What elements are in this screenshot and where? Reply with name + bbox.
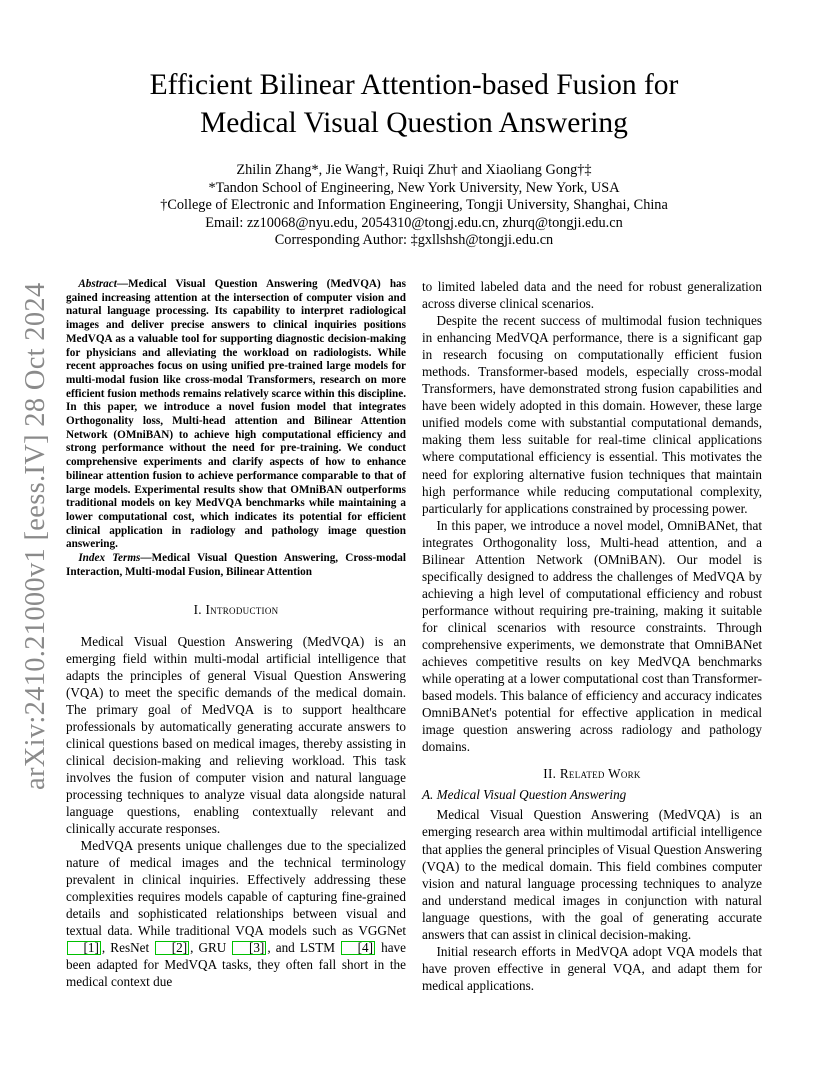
index-terms-lead: Index Terms bbox=[78, 552, 141, 565]
section-heading-introduction: I. Introduction bbox=[193, 602, 279, 618]
intro-paragraph-2 bbox=[66, 837, 406, 990]
intro-paragraph-4: In this paper, we introduce a novel model, OmniBANet, that integrates Orthogonality loss, Multi-head attention, and a Bilinear Attention Network (OMniBAN). Our model is specifically designed to address the challenges of MedVQA by achieving a high level of computational efficiency and robust performance without requiring pre-training, making it suitable for clinical scenarios with resource constraints. Through comprehensive experiments, we demonstrate that OmniBANet achieves competitive results on key MedVQA benchmarks while operating at a lower computational cost than Transformer-based models. This balance of efficiency and accuracy indicates OmniBANet's potential for effective application in medical image question answering across radiology and pathology domains. bbox=[422, 517, 762, 755]
corresponding-author: Corresponding Author: ‡gxllshsh@tongji.edu.cn bbox=[274, 232, 554, 249]
subsection-heading-medvqa: A. Medical Visual Question Answering bbox=[422, 787, 627, 803]
intro-paragraph-3: Despite the recent success of multimodal fusion techniques in enhancing MedVQA performance, there is a significant gap in research focusing on computationally efficient fusion methods. Transformer-based models, especially cross-modal Transformers, have demonstrated strong fusion capabilities and have been widely adopted in this domain. However, these large unified models come with substantial computational demands, making them less suitable for real-time clinical applications where computational efficiency is essential. This motivates the need for exploring alternative fusion techniques that maintain high performance while reducing computational complexity, particularly for applications constrained by processing power. bbox=[422, 313, 762, 516]
intro-paragraph-1: Medical Visual Question Answering (MedVQA) is an emerging field within multi-modal artificial intelligence that adapts the principles of general Visual Question Answering (VQA) to meet the specific demands of the medical domain. The primary goal of MedVQA is to support healthcare professionals by automatically generating accurate answers to clinical questions based on medical images, thereby assisting in clinical decision-making and relieving workload. This task involves the fusion of computer vision and natural language processing techniques to analyze visual data alongside natural language questions, enabling contextually relevant and clinically accurate responses. bbox=[66, 633, 406, 837]
intro-p2-text-c: , GRU bbox=[190, 940, 232, 956]
intro-p2-text-a: MedVQA presents unique challenges due to the specialized nature of medical images and the technical terminology prevalent in clinical inquiries. Effectively addressing these complexities requires models capable of capturing fine-grained details and sophisticated relationships between visual and textual data. While traditional VQA models such as VGGNet bbox=[66, 838, 406, 939]
intro-p2-text-e: have been adapted for MedVQA tasks, they often fall short in the medical context due bbox=[66, 940, 406, 990]
author-block bbox=[80, 162, 748, 250]
citation-link[interactable]: [3] bbox=[232, 941, 266, 955]
paper-title bbox=[80, 66, 748, 142]
citation-link[interactable]: [4] bbox=[341, 941, 375, 955]
title-line-1: Efficient Bilinear Attention-based Fusion for bbox=[149, 69, 679, 101]
section-heading-related-work: II. Related Work bbox=[543, 766, 641, 782]
intro-paragraph-2-continued: to limited labeled data and the need for robust generalization across diverse clinical scenarios. bbox=[422, 279, 762, 312]
abstract-text: —Medical Visual Question Answering (MedVQA) has gained increasing attention at the intersection of computer vision and natural language processing. Its capability to interpret radiological images and deliver precise answers to clinical inquiries positions MedVQA as a valuable tool for supporting diagnostic decision-making for physicians and alleviating the workload on radiologists. While recent approaches focus on using unified pre-trained large models for multi-modal fusion like cross-modal Transformers, research on more efficient fusion methods remains relatively scarce within this discipline. In this paper, we introduce a novel fusion model that integrates Orthogonality loss, Multi-head attention and Bilinear Attention Network (OMniBAN) to achieve high computational efficiency and strong performance without the need for pre-training. We conduct comprehensive experiments and clarify aspects of how to enhance bilinear attention fusion to achieve performance comparable to that of large models. Experimental results show that OMniBAN outperforms traditional models on key MedVQA benchmarks while maintaining a lower computational cost, which indicates its potential for efficient clinical application in radiology and pathology image question answering. bbox=[66, 278, 406, 551]
abstract-lead: Abstract bbox=[78, 278, 117, 290]
affiliation-2: †College of Electronic and Information Engineering, Tongji University, Shanghai, China bbox=[160, 197, 668, 214]
left-column bbox=[66, 278, 406, 991]
index-terms-text: —Medical Visual Question Answering, Cross-modal Interaction, Multi-modal Fusion, Bilinear Attention bbox=[66, 552, 406, 578]
arxiv-identifier-stamp: arXiv:2410.21000v1 [eess.IV] 28 Oct 2024 bbox=[20, 282, 51, 790]
citation-link[interactable]: [1] bbox=[67, 941, 101, 955]
related-paragraph-2: Initial research efforts in MedVQA adopt VQA models that have proven effective in general VQA, and adapt them for medical applications. bbox=[422, 943, 762, 993]
author-emails: Email: zz10068@nyu.edu, 2054310@tongj.edu.cn, zhurq@tongji.edu.cn bbox=[205, 214, 623, 231]
right-column bbox=[422, 278, 762, 994]
intro-p2-text-b: , ResNet bbox=[101, 940, 155, 956]
author-names: Zhilin Zhang*, Jie Wang†, Ruiqi Zhu† and Xiaoliang Gong†‡ bbox=[236, 162, 592, 178]
citation-link[interactable]: [2] bbox=[155, 941, 189, 955]
intro-p2-text-d: , and LSTM bbox=[267, 940, 341, 956]
related-paragraph-1: Medical Visual Question Answering (MedVQA) is an emerging research area within multimodal artificial intelligence that applies the general principles of Visual Question Answering (VQA) to the medical domain. This field combines computer vision and natural language processing techniques to analyze and understand medical images in conjunction with natural language questions, with the goal of generating accurate answers that can assist in clinical decision-making. bbox=[422, 807, 762, 942]
title-line-2: Medical Visual Question Answering bbox=[200, 107, 628, 139]
abstract bbox=[66, 278, 406, 552]
affiliation-1: *Tandon School of Engineering, New York University, New York, USA bbox=[208, 179, 620, 196]
index-terms bbox=[66, 552, 406, 579]
